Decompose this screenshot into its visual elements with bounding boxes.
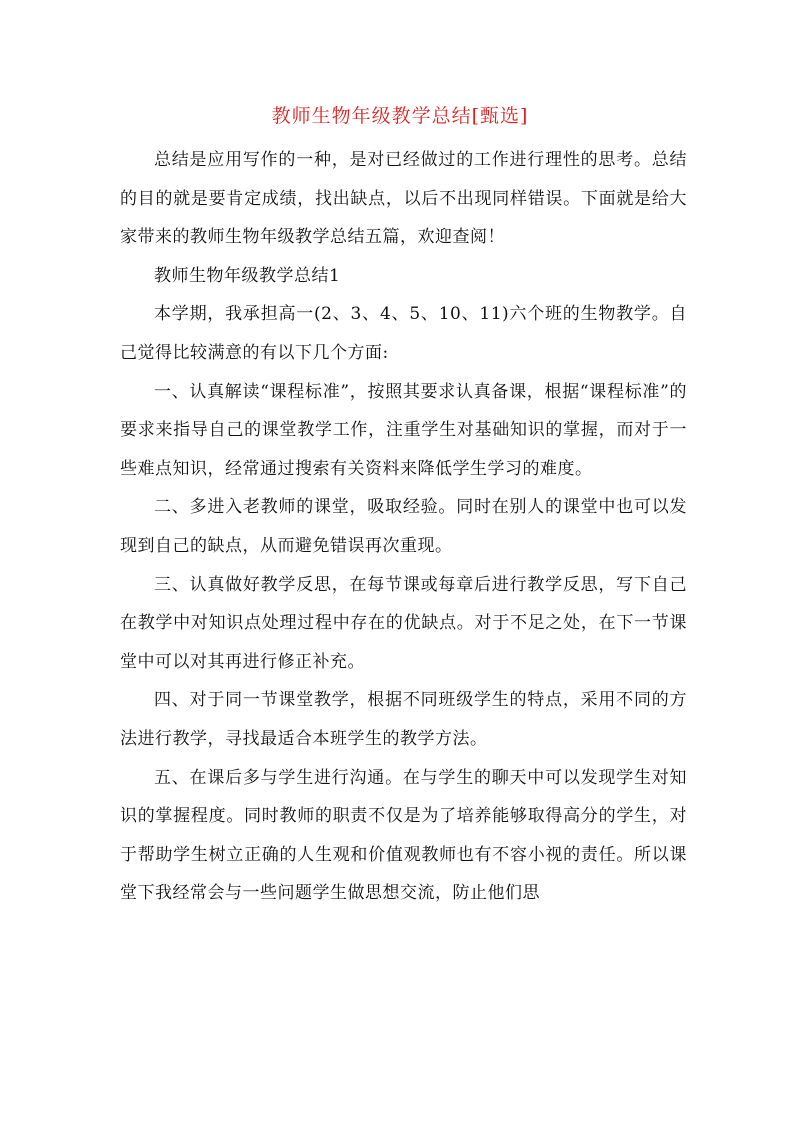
paragraph-point-5: 五、在课后多与学生进行沟通。在与学生的聊天中可以发现学生对知识的掌握程度。同时教师的职责不仅是为了培养能够取得高分的学生，对于帮助学生树立正确的人生观和价值观教师也有不容小视的责任。所以课堂下我经常会与一些问题学生做思想交流，防止他们思	[120, 767, 687, 904]
paragraph-point-1: 一、认真解读“课程标准”，按照其要求认真备课，根据“课程标准”的要求来指导自己的课堂教学工作，注重学生对基础知识的掌握，而对于一些难点知识，经常通过搜索有关资料来降低学生学习的难度。	[120, 381, 687, 479]
section-heading: 教师生物年级教学总结1	[154, 265, 341, 286]
paragraph-intro: 总结是应用写作的一种，是对已经做过的工作进行理性的思考。总结的目的就是要肯定成绩，找出缺点，以后不出现同样错误。下面就是给大家带来的教师生物年级教学总结五篇，欢迎查阅！	[120, 150, 687, 248]
paragraph-overview: 本学期，我承担高一(2、3、4、5、10、11)六个班的生物教学。自己觉得比较满意的有以下几个方面:	[120, 304, 687, 363]
paragraph-point-4: 四、对于同一节课堂教学，根据不同班级学生的特点，采用不同的方法进行教学，寻找最适合本班学生的教学方法。	[120, 690, 687, 749]
paragraph-point-2: 二、多进入老教师的课堂，吸取经验。同时在别人的课堂中也可以发现到自己的缺点，从而避免错误再次重现。	[120, 497, 687, 556]
document-title: 教师生物年级教学总结[甄选]	[271, 105, 529, 127]
paragraph-point-3: 三、认真做好教学反思，在每节课或每章后进行教学反思，写下自己在教学中对知识点处理过程中存在的优缺点。对于不足之处，在下一节课堂中可以对其再进行修正补充。	[120, 574, 687, 672]
document-body	[120, 141, 687, 913]
